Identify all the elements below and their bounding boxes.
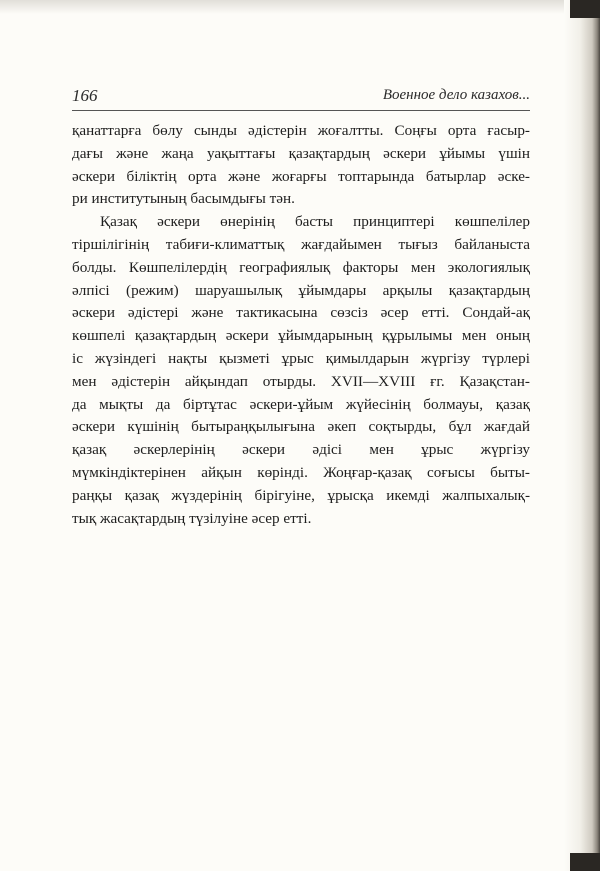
- scan-corner-mark-top: [570, 0, 600, 18]
- page-number: 166: [72, 86, 98, 105]
- text-line: қазақ әскерлерінің әскери әдісі мен ұрыс жүргізу: [72, 441, 530, 459]
- text-line: әскери күшінің бытыраңқылығына әкеп соқтырды, бұл жағдай: [72, 418, 530, 436]
- text-line: әскери біліктің орта және жоғарғы топтарында батырлар әске-: [72, 167, 530, 185]
- text-line: әскери әдістері және тактикасына сөзсіз әсер етті. Сондай-ақ: [72, 304, 530, 322]
- text-line: мен әдістерін айқындап отырды. XVII—XVIII ғг. Қазақстан-: [72, 372, 530, 390]
- text-line: раңқы қазақ жүздерінің бірігуіне, ұрысқа икемді жалпыхалық-: [72, 486, 530, 504]
- text-line: тіршілігінің табиғи-климаттық жағдайымен тығыз байланыста: [72, 235, 530, 253]
- text-line: мүмкіндіктерінен айқын көрінді. Жоңғар-қазақ соғысы быты-: [72, 463, 530, 481]
- text-line: да мықты да біртұтас әскери-ұйым жүйесінің болмауы, қазақ: [72, 395, 530, 413]
- text-line: іс жүзіндегі нақты қызметі ұрыс қимылдарын жүргізу түрлері: [72, 349, 530, 367]
- running-header: [72, 86, 530, 108]
- header-rule: [72, 110, 530, 111]
- book-spine-edge: [564, 0, 600, 871]
- body-text: [72, 120, 530, 530]
- scan-corner-mark-bottom: [570, 853, 600, 871]
- text-line: ри институтының басымдығы тән.: [72, 190, 295, 208]
- text-line: көшпелі қазақтардың әскери ұйымдарының құрылымы мен оның: [72, 327, 530, 345]
- text-line: тық жасақтардың түзілуіне әсер етті.: [72, 509, 312, 527]
- text-line: Қазақ әскери өнерінің басты принциптері көшпелілер: [100, 213, 530, 231]
- text-line: дағы және жаңа уақыттағы қазақтардың әскери ұйымы үшін: [72, 144, 530, 162]
- running-title: Военное дело казахов...: [382, 87, 530, 103]
- text-line: әлпісі (режим) шаруашылық ұйымдары арқылы қазақтардың: [72, 281, 530, 299]
- text-line: болды. Көшпелілердің географиялық факторы мен экологиялық: [72, 258, 530, 276]
- text-line: қанаттарға бөлу сынды әдістерін жоғалтты. Соңғы орта ғасыр-: [72, 122, 530, 139]
- page-top-shadow: [0, 0, 600, 14]
